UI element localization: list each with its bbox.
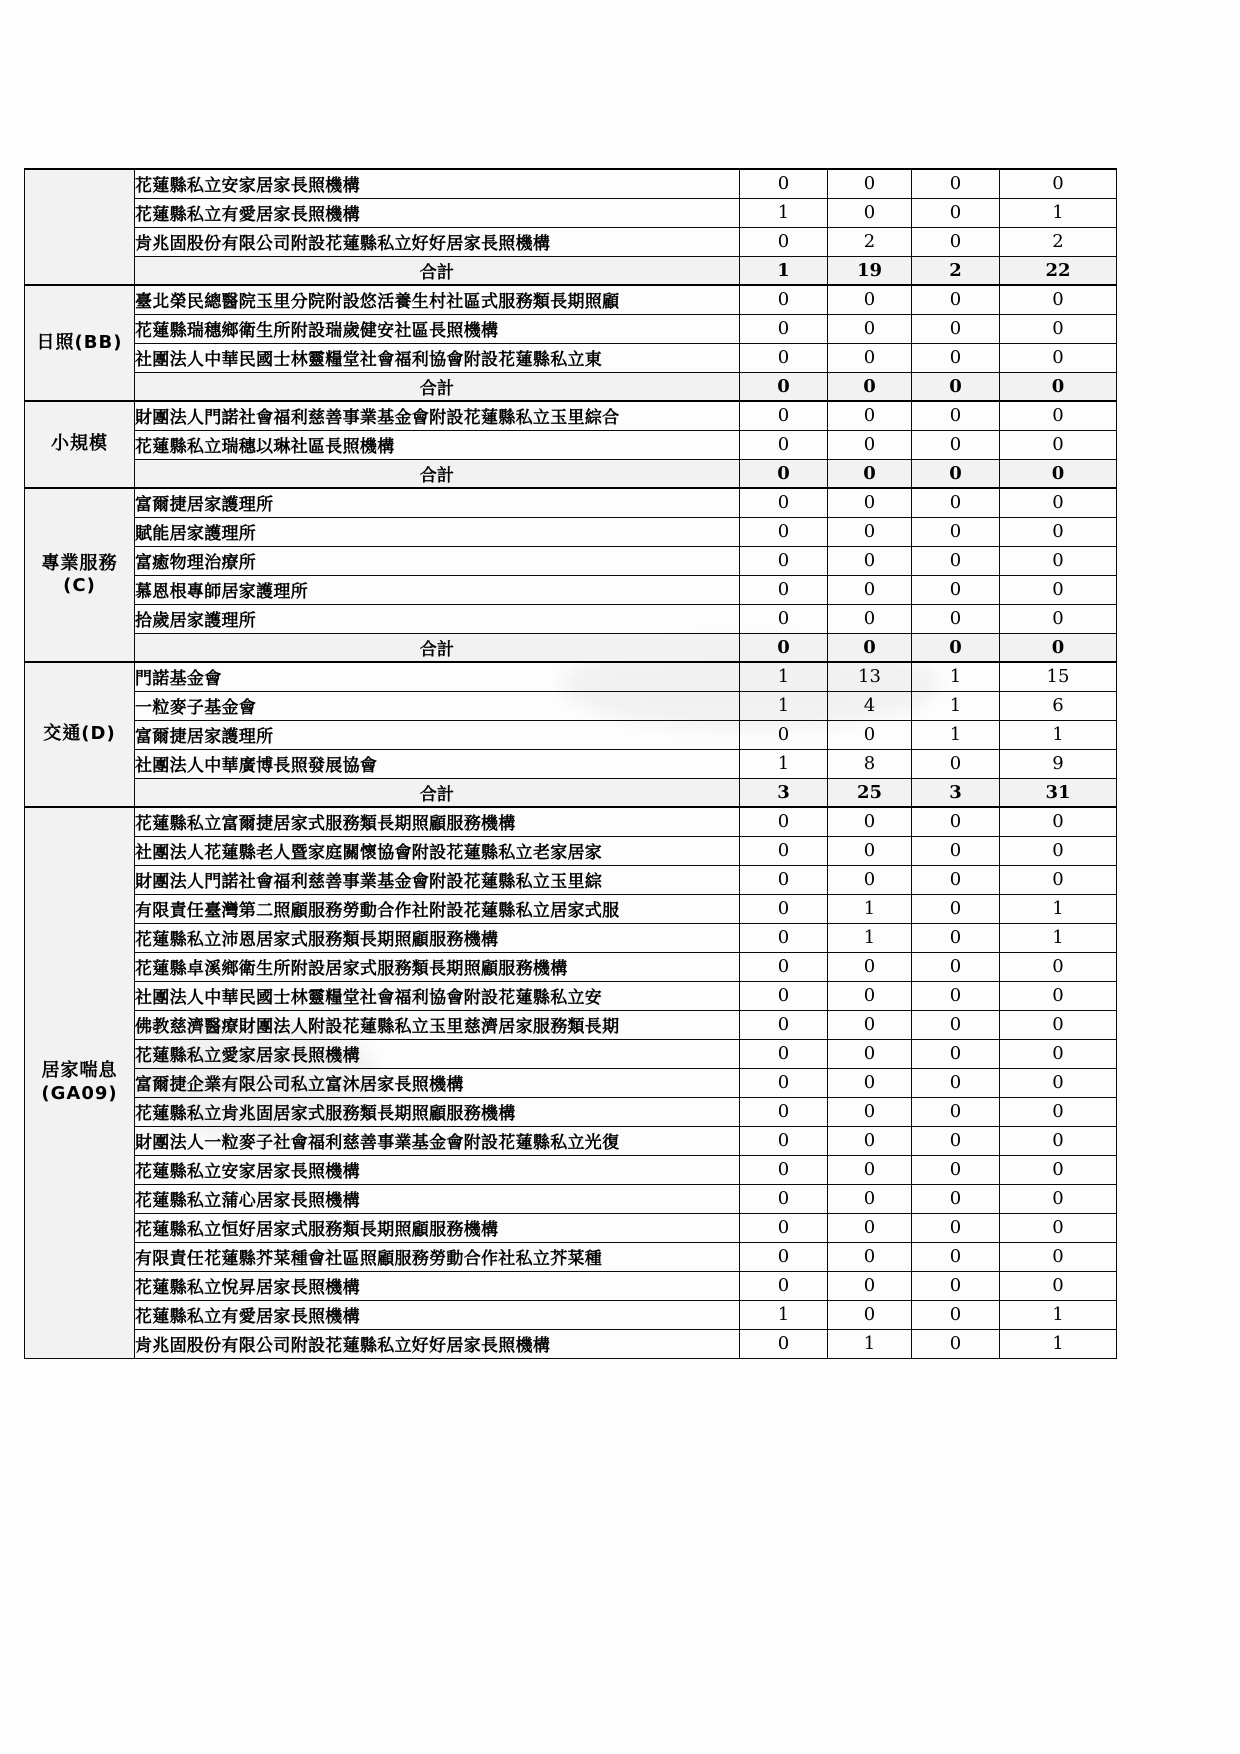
table-row [25,807,1117,836]
value-cell: 0 [828,198,912,227]
value-cell: 0 [828,1039,912,1068]
value-cell: 0 [740,1329,828,1358]
value-cell: 0 [828,952,912,981]
institution-name-cell: 社團法人中華民國士林靈糧堂社會福利協會附設花蓮縣私立安 [135,981,740,1010]
value-cell: 0 [740,865,828,894]
total-value-cell: 9 [1000,749,1117,778]
value-cell: 0 [740,169,828,198]
institution-name-cell: 花蓮縣私立有愛居家長照機構 [135,198,740,227]
total-value-cell: 0 [1000,952,1117,981]
value-cell: 0 [828,1184,912,1213]
value-cell: 0 [828,517,912,546]
institution-name-cell: 花蓮縣私立沛恩居家式服務類長期照顧服務機構 [135,923,740,952]
table-row [25,198,1117,227]
table-row [25,720,1117,749]
institution-name-cell: 賦能居家護理所 [135,517,740,546]
total-value-cell: 0 [1000,1271,1117,1300]
table-row [25,546,1117,575]
total-value-cell: 0 [1000,1213,1117,1242]
institution-name-cell: 花蓮縣私立安家居家長照機構 [135,169,740,198]
total-label-cell: 合計 [135,256,740,285]
institution-name-cell: 花蓮縣私立恒好居家式服務類長期照顧服務機構 [135,1213,740,1242]
total-value-cell: 0 [1000,807,1117,836]
value-cell: 0 [740,430,828,459]
total-label-cell: 合計 [135,372,740,401]
total-value-cell: 0 [1000,546,1117,575]
value-cell: 8 [828,749,912,778]
value-cell: 0 [828,1068,912,1097]
value-cell: 0 [828,1010,912,1039]
value-cell: 1 [740,691,828,720]
table-row [25,894,1117,923]
value-cell: 0 [828,575,912,604]
total-value-cell: 0 [1000,604,1117,633]
value-cell: 0 [912,923,1000,952]
value-cell: 0 [828,314,912,343]
total-label-cell: 合計 [135,459,740,488]
statistics-table-sheet [24,168,1116,1359]
table-total-row [25,459,1117,488]
total-value-cell: 0 [1000,169,1117,198]
value-cell: 0 [828,546,912,575]
value-cell: 0 [828,807,912,836]
institution-name-cell: 花蓮縣私立富爾捷居家式服務類長期照顧服務機構 [135,807,740,836]
value-cell: 0 [740,285,828,314]
institution-name-cell: 有限責任臺灣第二照顧服務勞動合作社附設花蓮縣私立居家式服 [135,894,740,923]
institution-name-cell: 富爾捷居家護理所 [135,488,740,517]
table-body [25,169,1117,1358]
value-cell: 1 [740,256,828,285]
institution-name-cell: 花蓮縣私立愛家居家長照機構 [135,1039,740,1068]
table-row [25,401,1117,430]
institution-name-cell: 花蓮縣私立肯兆固居家式服務類長期照顧服務機構 [135,1097,740,1126]
total-value-cell: 0 [1000,459,1117,488]
value-cell: 0 [740,836,828,865]
value-cell: 0 [912,633,1000,662]
table-row [25,169,1117,198]
value-cell: 0 [912,517,1000,546]
institution-name-cell: 花蓮縣私立安家居家長照機構 [135,1155,740,1184]
total-value-cell: 0 [1000,488,1117,517]
value-cell: 0 [740,1213,828,1242]
value-cell: 19 [828,256,912,285]
value-cell: 0 [740,575,828,604]
value-cell: 0 [828,343,912,372]
value-cell: 0 [740,1184,828,1213]
value-cell: 0 [912,749,1000,778]
table-row [25,1271,1117,1300]
total-value-cell: 0 [1000,981,1117,1010]
total-value-cell: 0 [1000,865,1117,894]
value-cell: 0 [912,1097,1000,1126]
table-row [25,1039,1117,1068]
institution-name-cell: 肯兆固股份有限公司附設花蓮縣私立好好居家長照機構 [135,227,740,256]
value-cell: 0 [912,488,1000,517]
value-cell: 0 [828,981,912,1010]
table-total-row [25,778,1117,807]
institution-name-cell: 拾歲居家護理所 [135,604,740,633]
total-value-cell: 0 [1000,401,1117,430]
total-label-cell: 合計 [135,633,740,662]
value-cell: 0 [912,1126,1000,1155]
table-row [25,1126,1117,1155]
institution-name-cell: 花蓮縣私立瑞穗以琳社區長照機構 [135,430,740,459]
total-value-cell: 0 [1000,1184,1117,1213]
value-cell: 0 [740,1126,828,1155]
value-cell: 0 [828,372,912,401]
institution-name-cell: 財團法人門諾社會福利慈善事業基金會附設花蓮縣私立玉里綜合 [135,401,740,430]
value-cell: 0 [740,1039,828,1068]
value-cell: 0 [912,865,1000,894]
value-cell: 0 [828,488,912,517]
value-cell: 0 [740,227,828,256]
value-cell: 0 [912,546,1000,575]
institution-name-cell: 富癒物理治療所 [135,546,740,575]
value-cell: 0 [912,894,1000,923]
institution-name-cell: 富爾捷居家護理所 [135,720,740,749]
category-cell: 專業服務 (C) [25,488,135,662]
table-row [25,865,1117,894]
table-row [25,1329,1117,1358]
value-cell: 0 [828,836,912,865]
institution-name-cell: 花蓮縣瑞穗鄉衛生所附設瑞歲健安社區長照機構 [135,314,740,343]
table-row [25,314,1117,343]
value-cell: 0 [740,894,828,923]
table-row [25,1155,1117,1184]
total-value-cell: 0 [1000,1097,1117,1126]
value-cell: 0 [740,343,828,372]
value-cell: 0 [912,1184,1000,1213]
value-cell: 0 [912,1155,1000,1184]
value-cell: 0 [828,169,912,198]
table-row [25,1068,1117,1097]
table-row [25,749,1117,778]
value-cell: 0 [828,430,912,459]
total-value-cell: 0 [1000,517,1117,546]
value-cell: 0 [912,1039,1000,1068]
value-cell: 25 [828,778,912,807]
table-row [25,343,1117,372]
value-cell: 3 [740,778,828,807]
institution-name-cell: 花蓮縣私立蒲心居家長照機構 [135,1184,740,1213]
value-cell: 0 [912,807,1000,836]
value-cell: 1 [740,749,828,778]
value-cell: 0 [828,1242,912,1271]
table-row [25,1213,1117,1242]
value-cell: 0 [740,488,828,517]
total-value-cell: 31 [1000,778,1117,807]
value-cell: 0 [828,401,912,430]
total-value-cell: 6 [1000,691,1117,720]
table-total-row [25,633,1117,662]
category-cell [25,169,135,285]
value-cell: 1 [740,1300,828,1329]
total-value-cell: 1 [1000,198,1117,227]
institution-name-cell: 臺北榮民總醫院玉里分院附設悠活養生村社區式服務類長期照顧 [135,285,740,314]
total-label-cell: 合計 [135,778,740,807]
value-cell: 0 [740,1242,828,1271]
value-cell: 0 [912,1242,1000,1271]
value-cell: 0 [912,575,1000,604]
table-row [25,1300,1117,1329]
total-value-cell: 0 [1000,575,1117,604]
value-cell: 1 [828,1329,912,1358]
value-cell: 0 [828,285,912,314]
category-cell: 交通(D) [25,662,135,807]
institution-name-cell: 有限責任花蓮縣芥菜種會社區照顧服務勞動合作社私立芥菜種 [135,1242,740,1271]
value-cell: 0 [828,1300,912,1329]
category-cell: 小規模 [25,401,135,488]
value-cell: 0 [828,865,912,894]
table-row [25,1184,1117,1213]
total-value-cell: 0 [1000,1155,1117,1184]
table-row [25,575,1117,604]
value-cell: 0 [912,1213,1000,1242]
value-cell: 0 [912,1329,1000,1358]
table-row [25,227,1117,256]
value-cell: 0 [912,604,1000,633]
value-cell: 0 [912,285,1000,314]
total-value-cell: 1 [1000,894,1117,923]
value-cell: 0 [912,430,1000,459]
value-cell: 0 [740,401,828,430]
total-value-cell: 0 [1000,1242,1117,1271]
value-cell: 0 [828,1097,912,1126]
value-cell: 0 [740,517,828,546]
value-cell: 0 [828,720,912,749]
total-value-cell: 0 [1000,372,1117,401]
value-cell: 0 [740,1271,828,1300]
institution-name-cell: 門諾基金會 [135,662,740,691]
total-value-cell: 0 [1000,1068,1117,1097]
institution-name-cell: 慕恩根專師居家護理所 [135,575,740,604]
total-value-cell: 0 [1000,430,1117,459]
table-row [25,836,1117,865]
value-cell: 0 [740,546,828,575]
value-cell: 0 [828,1126,912,1155]
value-cell: 0 [740,720,828,749]
value-cell: 0 [740,372,828,401]
total-value-cell: 0 [1000,343,1117,372]
value-cell: 1 [912,662,1000,691]
value-cell: 0 [828,459,912,488]
value-cell: 1 [740,198,828,227]
table-row [25,604,1117,633]
total-value-cell: 15 [1000,662,1117,691]
institution-name-cell: 一粒麥子基金會 [135,691,740,720]
value-cell: 0 [912,169,1000,198]
value-cell: 1 [912,720,1000,749]
value-cell: 1 [828,923,912,952]
value-cell: 0 [740,1155,828,1184]
table-row [25,285,1117,314]
total-value-cell: 1 [1000,1329,1117,1358]
institution-name-cell: 財團法人門諾社會福利慈善事業基金會附設花蓮縣私立玉里綜 [135,865,740,894]
table-row [25,1242,1117,1271]
value-cell: 0 [912,836,1000,865]
institution-name-cell: 肯兆固股份有限公司附設花蓮縣私立好好居家長照機構 [135,1329,740,1358]
value-cell: 0 [912,1271,1000,1300]
institution-name-cell: 花蓮縣卓溪鄉衛生所附設居家式服務類長期照顧服務機構 [135,952,740,981]
value-cell: 0 [912,314,1000,343]
table-row [25,691,1117,720]
value-cell: 0 [740,604,828,633]
value-cell: 0 [912,198,1000,227]
value-cell: 0 [740,1097,828,1126]
value-cell: 0 [912,343,1000,372]
long-term-care-statistics-table [24,168,1117,1359]
value-cell: 0 [740,1010,828,1039]
value-cell: 2 [912,256,1000,285]
total-value-cell: 0 [1000,633,1117,662]
table-row [25,981,1117,1010]
value-cell: 0 [912,952,1000,981]
value-cell: 13 [828,662,912,691]
table-total-row [25,256,1117,285]
value-cell: 0 [740,952,828,981]
value-cell: 0 [828,604,912,633]
institution-name-cell: 社團法人花蓮縣老人暨家庭關懷協會附設花蓮縣私立老家居家 [135,836,740,865]
institution-name-cell: 佛教慈濟醫療財團法人附設花蓮縣私立玉里慈濟居家服務類長期 [135,1010,740,1039]
total-value-cell: 0 [1000,1126,1117,1155]
table-total-row [25,372,1117,401]
table-row [25,1097,1117,1126]
total-value-cell: 1 [1000,720,1117,749]
total-value-cell: 0 [1000,314,1117,343]
value-cell: 0 [912,401,1000,430]
table-row [25,952,1117,981]
table-row [25,662,1117,691]
table-row [25,488,1117,517]
institution-name-cell: 花蓮縣私立有愛居家長照機構 [135,1300,740,1329]
value-cell: 0 [740,314,828,343]
value-cell: 0 [912,459,1000,488]
value-cell: 1 [912,691,1000,720]
institution-name-cell: 財團法人一粒麥子社會福利慈善事業基金會附設花蓮縣私立光復 [135,1126,740,1155]
table-row [25,430,1117,459]
value-cell: 0 [912,1010,1000,1039]
institution-name-cell: 社團法人中華民國士林靈糧堂社會福利協會附設花蓮縣私立東 [135,343,740,372]
table-row [25,923,1117,952]
value-cell: 0 [828,1271,912,1300]
category-cell: 日照(BB) [25,285,135,401]
value-cell: 3 [912,778,1000,807]
category-cell: 居家喘息 (GA09) [25,807,135,1358]
value-cell: 0 [740,923,828,952]
value-cell: 0 [912,1068,1000,1097]
value-cell: 4 [828,691,912,720]
value-cell: 2 [828,227,912,256]
total-value-cell: 22 [1000,256,1117,285]
total-value-cell: 1 [1000,923,1117,952]
value-cell: 0 [828,1155,912,1184]
value-cell: 0 [912,981,1000,1010]
total-value-cell: 0 [1000,285,1117,314]
institution-name-cell: 花蓮縣私立悅昇居家長照機構 [135,1271,740,1300]
value-cell: 0 [912,372,1000,401]
total-value-cell: 2 [1000,227,1117,256]
value-cell: 0 [912,227,1000,256]
value-cell: 0 [740,459,828,488]
value-cell: 0 [740,1068,828,1097]
total-value-cell: 0 [1000,1010,1117,1039]
table-row [25,517,1117,546]
value-cell: 0 [740,981,828,1010]
institution-name-cell: 社團法人中華廣博長照發展協會 [135,749,740,778]
institution-name-cell: 富爾捷企業有限公司私立富沐居家長照機構 [135,1068,740,1097]
value-cell: 0 [912,1300,1000,1329]
table-row [25,1010,1117,1039]
value-cell: 0 [740,807,828,836]
value-cell: 0 [828,633,912,662]
total-value-cell: 0 [1000,1039,1117,1068]
value-cell: 0 [828,1213,912,1242]
value-cell: 0 [740,633,828,662]
total-value-cell: 1 [1000,1300,1117,1329]
total-value-cell: 0 [1000,836,1117,865]
value-cell: 1 [828,894,912,923]
value-cell: 1 [740,662,828,691]
